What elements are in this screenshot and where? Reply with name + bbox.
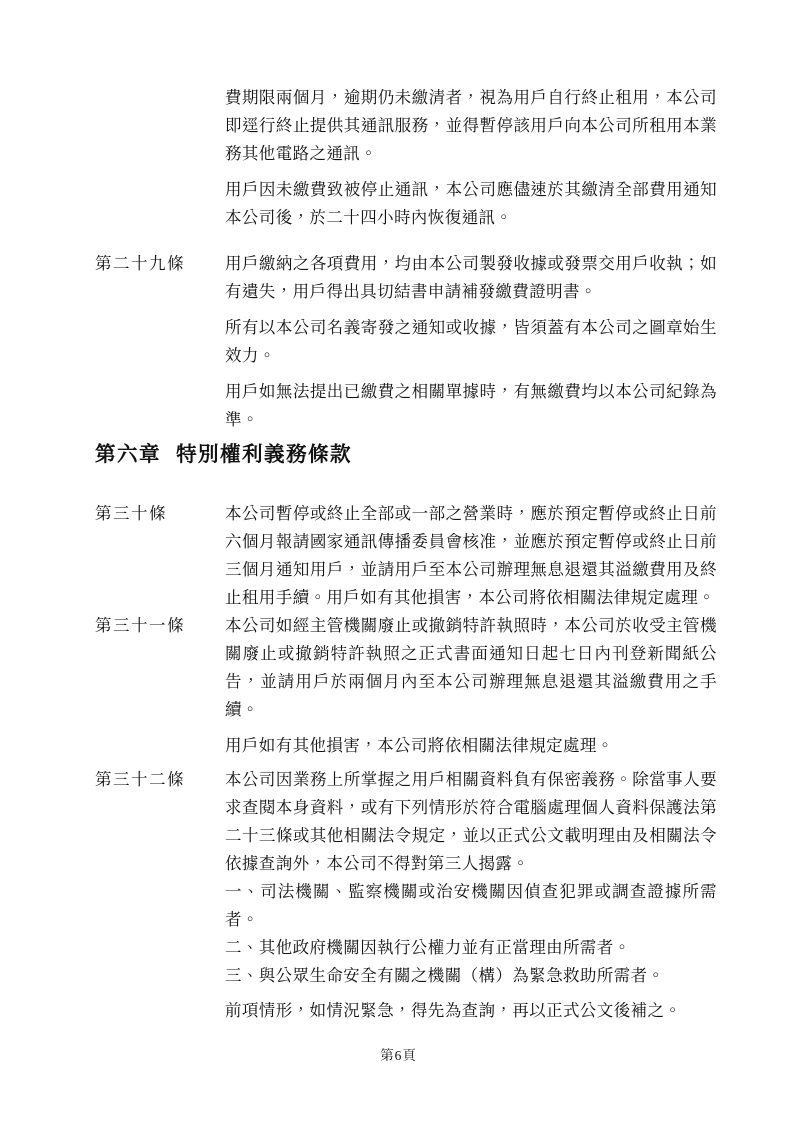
paragraph: 本公司因業務上所掌握之用戶相關資料負有保密義務。除當事人要求查閱本身資料，或有下列情形於符合電腦處理個人資料保護法第二十三條或其他相關法令規定，並以正式公文載明理由及相關法令依據查詢外，本公司不得對第三人揭露。: [225, 770, 717, 873]
paragraph: 本公司暫停或終止全部或一部之營業時，應於預定暫停或終止日前六個月報請國家通訊傳播委員會核准，並應於預定暫停或終止日前三個月通知用戶，並請用戶至本公司辦理無息退還其溢繳費用及終止租用手續。用戶如有其他損害，本公司將依相關法律規定處理。: [225, 504, 717, 607]
list-item: 三、與公眾生命安全有關之機關（構）為緊急救助所需者。: [225, 966, 665, 985]
article-section: [95, 612, 717, 760]
article-section: [95, 500, 717, 612]
document-content: [95, 84, 717, 1025]
article-body: [225, 500, 717, 612]
paragraph: 所有以本公司名義寄發之通知或收據，皆須蓋有本公司之圖章始生效力。: [225, 318, 717, 365]
article-section: [95, 766, 717, 1025]
article-body: [225, 84, 717, 232]
list-item: 一、司法機關、監察機關或治安機關因偵查犯罪或調查證據所需者。: [225, 882, 717, 929]
paragraph: 用戶繳納之各項費用，均由本公司製發收據或發票交用戶收執；如有遺失，用戶得出具切結書申請補發繳費證明書。: [225, 254, 717, 301]
continued-section: [95, 84, 717, 232]
article-number: 第三十一條: [95, 616, 185, 635]
paragraph: 用戶因未繳費致被停止通訊，本公司應儘速於其繳清全部費用通知本公司後，於二十四小時內恢復通訊。: [225, 180, 717, 227]
article-body: [225, 612, 717, 760]
list-item: 二、其他政府機關因執行公權力並有正當理由所需者。: [225, 938, 631, 957]
chapter-title: 特別權利義務條款: [176, 444, 352, 466]
article-section: [95, 250, 717, 434]
article-number: 第三十二條: [95, 770, 185, 789]
article-body: [225, 766, 717, 1025]
article-number: 第二十九條: [95, 254, 185, 273]
paragraph: 費期限兩個月，逾期仍未繳清者，視為用戶自行終止租用，本公司即逕行終止提供其通訊服務，並得暫停該用戶向本公司所租用本業務其他電路之通訊。: [225, 88, 717, 163]
article-body: [225, 250, 717, 434]
chapter-number: 第六章: [95, 444, 161, 466]
paragraph: 用戶如有其他損害，本公司將依相關法律規定處理。: [225, 736, 614, 755]
article-number: 第三十條: [95, 504, 167, 523]
paragraph: 本公司如經主管機關廢止或撤銷特許執照時，本公司於收受主管機關廢止或撤銷特許執照之正式書面通知日起七日內刊登新聞紙公告，並請用戶於兩個月內至本公司辦理無息退還其溢繳費用之手續。: [225, 616, 717, 719]
paragraph: 用戶如無法提出已繳費之相關單據時，有無繳費均以本公司紀錄為準。: [225, 382, 717, 429]
page-number: 第6頁: [380, 1048, 417, 1063]
paragraph: 前項情形，如情況緊急，得先為查詢，再以正式公文後補之。: [225, 1001, 682, 1020]
chapter-heading: [95, 442, 717, 468]
